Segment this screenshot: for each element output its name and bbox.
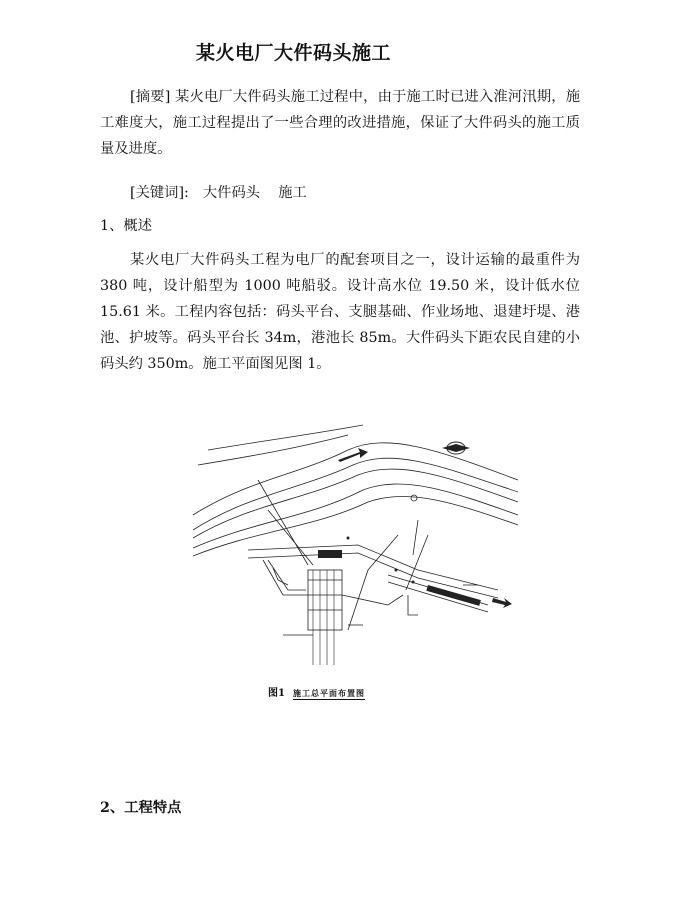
document-title: 某火电厂大件码头施工 <box>196 42 392 64</box>
figure-caption <box>268 684 365 699</box>
section-1-heading: 1、概述 <box>100 218 152 234</box>
site-plan-figure <box>188 420 524 672</box>
section-1-body-text: 某火电厂大件码头工程为电厂的配套项目之一，设计运输的最重件为 380 吨，设计船型为 1000 吨船驳。设计高水位 19.50 米，设计低水位 15.61 米。工程内容包括：码头平台、支腿基础、作业场地、退建圩堤、港池、护坡等。码头平台长 34m，港池长 85m。大件码头下距农民自建的小码头约 350m。施工平面图见图 1。 <box>100 252 580 372</box>
figure-caption-number: 图1 <box>268 688 285 699</box>
abstract-paragraph <box>100 84 580 162</box>
section-2-heading: 2、工程特点 <box>100 800 182 816</box>
section-1-body <box>100 247 580 377</box>
abstract-text: 某火电厂大件码头施工过程中，由于施工时已进入淮河汛期，施工难度大，施工过程提出了一些合理的改进措施，保证了大件码头的施工质量及进度。 <box>100 89 581 157</box>
keywords-paragraph <box>100 180 580 206</box>
abstract-label: [摘要] <box>130 89 171 105</box>
figure-caption-text: 施工总平面布置图 <box>292 688 365 698</box>
keywords-items: 大件码头 施工 <box>202 185 307 201</box>
keywords-label: [关键词]: <box>130 185 189 201</box>
